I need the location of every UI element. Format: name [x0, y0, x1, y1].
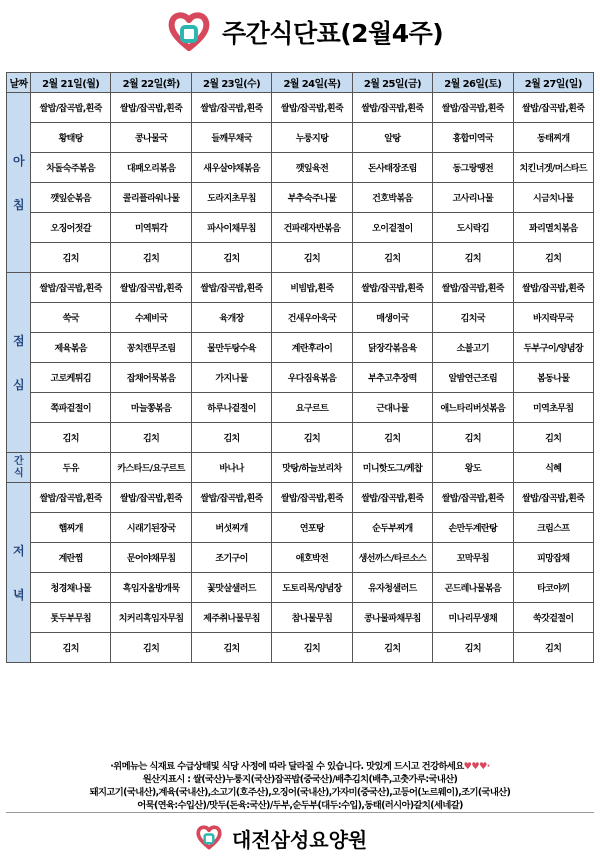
lunch-menu-item: 건새우아욱국: [272, 303, 352, 333]
dinner-menu-item: 청경채나물: [31, 573, 111, 603]
lunch-menu-item: 미역초무침: [513, 393, 593, 423]
snack-label-char: 식: [13, 467, 24, 479]
dinner-menu-item: 쌀밥/잡곡밥,흰죽: [191, 483, 271, 513]
origin-line-3: 어묵(연육:수입산)/맛두(돈육:국산)/두부,순두부(대두:수입),동태(러시아)갈치(세네갈): [137, 800, 463, 811]
day-header-6: 2월 27일(일): [513, 73, 593, 93]
lunch-menu-item: 닭장각볶음육: [352, 333, 432, 363]
dinner-menu-item: 시래기된장국: [111, 513, 191, 543]
dinner-menu-item: 쌀밥/잡곡밥,흰죽: [352, 483, 432, 513]
breakfast-row: [7, 213, 594, 243]
breakfast-menu-item: 동그랑땡전: [433, 153, 513, 183]
dinner-menu-item: 타코야끼: [513, 573, 593, 603]
breakfast-menu-item: 동태찌개: [513, 123, 593, 153]
dinner-label-char: 저: [13, 543, 24, 558]
breakfast-menu-item: 김치: [191, 243, 271, 273]
dinner-row: [7, 483, 594, 513]
dinner-label-char: 녁: [13, 587, 24, 602]
footer-divider: [6, 812, 594, 813]
lunch-menu-item: 요구르트: [272, 393, 352, 423]
breakfast-menu-item: 대패오리볶음: [111, 153, 191, 183]
breakfast-menu-item: 미역튀각: [111, 213, 191, 243]
lunch-menu-item: 비빔밥,흰죽: [272, 273, 352, 303]
breakfast-menu-item: 김치: [272, 243, 352, 273]
lunch-label-char: 점: [13, 333, 24, 348]
lunch-menu-item: 매생이국: [352, 303, 432, 333]
lunch-menu-item: 육개장: [191, 303, 271, 333]
lunch-menu-item: 소불고기: [433, 333, 513, 363]
lunch-label-char: 심: [13, 377, 24, 392]
dinner-menu-item: 치커리흑임자무침: [111, 603, 191, 633]
dinner-row: [7, 543, 594, 573]
day-header-4: 2월 25일(금): [352, 73, 432, 93]
footer-logo-icon: [196, 824, 222, 850]
dinner-menu-item: 유자청샐러드: [352, 573, 432, 603]
page-title: 주간식단표(2월4주): [222, 19, 444, 48]
snack-menu-item: 왕도: [433, 453, 513, 483]
dinner-menu-item: 도토리묵/양념장: [272, 573, 352, 603]
footer-title: 대전삼성요양원: [232, 828, 368, 852]
lunch-menu-item: 김치: [191, 423, 271, 453]
dinner-menu-item: 연포탕: [272, 513, 352, 543]
lunch-menu-item: 쪽파겉절이: [31, 393, 111, 423]
snack-label-char: 간: [13, 455, 24, 467]
day-header-5: 2월 26일(토): [433, 73, 513, 93]
breakfast-label-char: 침: [13, 197, 24, 212]
dinner-menu-item: 문어야채무침: [111, 543, 191, 573]
dinner-menu-item: 김치: [352, 633, 432, 663]
breakfast-menu-item: 콜리플라워나물: [111, 183, 191, 213]
dinner-menu-item: 꽃맛살샐러드: [191, 573, 271, 603]
date-corner-label: 날짜: [7, 73, 31, 93]
breakfast-menu-item: 오이겉절이: [352, 213, 432, 243]
dinner-row: [7, 633, 594, 663]
breakfast-menu-item: 시금치나물: [513, 183, 593, 213]
breakfast-menu-item: 쌀밥/잡곡밥,흰죽: [111, 93, 191, 123]
breakfast-label-char: 아: [13, 153, 24, 168]
dinner-menu-item: 쌀밥/잡곡밥,흰죽: [111, 483, 191, 513]
dinner-row: [7, 603, 594, 633]
breakfast-menu-item: 파사이채무침: [191, 213, 271, 243]
dinner-menu-item: 손만두계란탕: [433, 513, 513, 543]
dinner-menu-item: 미나리무생채: [433, 603, 513, 633]
breakfast-row: [7, 243, 594, 273]
lunch-menu-item: 김치: [111, 423, 191, 453]
lunch-menu-item: 김치: [31, 423, 111, 453]
hospital-logo-icon: [168, 10, 210, 52]
breakfast-menu-item: 쌀밥/잡곡밥,흰죽: [352, 93, 432, 123]
breakfast-menu-item: 깻잎순볶음: [31, 183, 111, 213]
dinner-menu-item: 김치: [513, 633, 593, 663]
dinner-menu-item: 김치: [272, 633, 352, 663]
breakfast-menu-item: 쌀밥/잡곡밥,흰죽: [31, 93, 111, 123]
dinner-menu-item: 김치: [31, 633, 111, 663]
breakfast-menu-item: 김치: [513, 243, 593, 273]
lunch-menu-item: 쌀밥/잡곡밥,흰죽: [513, 273, 593, 303]
lunch-menu-item: 가지나물: [191, 363, 271, 393]
dinner-menu-item: 조기구이: [191, 543, 271, 573]
dinner-menu-item: 콩나물파채무침: [352, 603, 432, 633]
dinner-menu-item: 계란찜: [31, 543, 111, 573]
day-header-1: 2월 22일(화): [111, 73, 191, 93]
breakfast-row: [7, 123, 594, 153]
breakfast-menu-item: 누룽지탕: [272, 123, 352, 153]
breakfast-row: [7, 183, 594, 213]
notice-line: ·위메뉴는 식재료 수급상태및 식당 사정에 따라 달라질 수 있습니다. 맛있게 드시고 건강하세요♥♥♥·: [110, 761, 490, 772]
lunch-menu-item: 꽁치캔무조림: [111, 333, 191, 363]
dinner-menu-item: 김치: [191, 633, 271, 663]
dinner-menu-item: 쌀밥/잡곡밥,흰죽: [31, 483, 111, 513]
lunch-menu-item: 두부구이/양념장: [513, 333, 593, 363]
lunch-menu-item: 김치: [433, 423, 513, 453]
breakfast-menu-item: 황태탕: [31, 123, 111, 153]
breakfast-menu-item: 홍합미역국: [433, 123, 513, 153]
breakfast-menu-item: 도시락김: [433, 213, 513, 243]
breakfast-menu-item: 고사리나물: [433, 183, 513, 213]
weekly-menu-table: [6, 72, 594, 663]
lunch-row: [7, 363, 594, 393]
breakfast-menu-item: 쌀밥/잡곡밥,흰죽: [272, 93, 352, 123]
origin-line-2: 돼지고기(국내산),계육(국내산),소고기(호주산),오징어(국내산),가자미(중국산),고등어(노르웨이),조기(국내산): [89, 787, 511, 798]
dinner-menu-item: 크림스프: [513, 513, 593, 543]
breakfast-menu-item: 쌀밥/잡곡밥,흰죽: [513, 93, 593, 123]
breakfast-menu-item: 알탕: [352, 123, 432, 153]
snack-row: [7, 453, 594, 483]
breakfast-menu-item: 꽈리멸치볶음: [513, 213, 593, 243]
lunch-row: [7, 333, 594, 363]
breakfast-menu-item: 건호박볶음: [352, 183, 432, 213]
breakfast-menu-item: 김치: [31, 243, 111, 273]
lunch-row: [7, 393, 594, 423]
lunch-menu-item: 물만두탕수육: [191, 333, 271, 363]
breakfast-menu-item: 새우살야채볶음: [191, 153, 271, 183]
date-header-row: [7, 73, 594, 93]
dinner-menu-item: 참나물무침: [272, 603, 352, 633]
page-header: [0, 0, 600, 70]
dinner-menu-item: 버섯찌개: [191, 513, 271, 543]
footer-notes: [6, 760, 594, 812]
breakfast-label: [7, 93, 31, 273]
dinner-menu-item: 애호박전: [272, 543, 352, 573]
breakfast-menu-item: 부추숙주나물: [272, 183, 352, 213]
breakfast-menu-item: 차돌숙주볶음: [31, 153, 111, 183]
snack-menu-item: 카스타드/요구르트: [111, 453, 191, 483]
lunch-menu-item: 우다짐육볶음: [272, 363, 352, 393]
breakfast-row: [7, 93, 594, 123]
lunch-menu-item: 수제비국: [111, 303, 191, 333]
dinner-menu-item: 쌀밥/잡곡밥,흰죽: [513, 483, 593, 513]
day-header-3: 2월 24일(목): [272, 73, 352, 93]
snack-menu-item: 맛탕/하늘보리차: [272, 453, 352, 483]
lunch-menu-item: 김치국: [433, 303, 513, 333]
breakfast-row: [7, 153, 594, 183]
lunch-menu-item: 김치: [272, 423, 352, 453]
breakfast-menu-item: 치킨너겟/머스타드: [513, 153, 593, 183]
lunch-menu-item: 알밤연근조림: [433, 363, 513, 393]
lunch-menu-item: 애느타리버섯볶음: [433, 393, 513, 423]
lunch-row: [7, 423, 594, 453]
breakfast-menu-item: 콩나물국: [111, 123, 191, 153]
lunch-menu-item: 잡채어묵볶음: [111, 363, 191, 393]
day-header-2: 2월 23일(수): [191, 73, 271, 93]
snack-menu-item: 바나나: [191, 453, 271, 483]
lunch-menu-item: 봄동나물: [513, 363, 593, 393]
breakfast-menu-item: 쌀밥/잡곡밥,흰죽: [433, 93, 513, 123]
breakfast-menu-item: 김치: [111, 243, 191, 273]
lunch-menu-item: 쌀밥/잡곡밥,흰죽: [352, 273, 432, 303]
lunch-menu-item: 쌀밥/잡곡밥,흰죽: [111, 273, 191, 303]
breakfast-menu-item: 깻잎육전: [272, 153, 352, 183]
dinner-menu-item: 곤드레나물볶음: [433, 573, 513, 603]
dinner-menu-item: 제주취나물무침: [191, 603, 271, 633]
lunch-row: [7, 303, 594, 333]
lunch-menu-item: 계란후라이: [272, 333, 352, 363]
dinner-menu-item: 햄찌개: [31, 513, 111, 543]
breakfast-menu-item: 돈사태장조림: [352, 153, 432, 183]
dinner-menu-item: 톳두부무침: [31, 603, 111, 633]
lunch-menu-item: 근대나물: [352, 393, 432, 423]
dinner-menu-item: 흑임자올방개묵: [111, 573, 191, 603]
breakfast-menu-item: 김치: [433, 243, 513, 273]
lunch-menu-item: 김치: [352, 423, 432, 453]
dinner-label: [7, 483, 31, 663]
snack-menu-item: 미니핫도그/케찹: [352, 453, 432, 483]
breakfast-menu-item: 김치: [352, 243, 432, 273]
lunch-menu-item: 마늘쫑볶음: [111, 393, 191, 423]
lunch-menu-item: 쑥국: [31, 303, 111, 333]
dinner-row: [7, 573, 594, 603]
dinner-menu-item: 순두부찌개: [352, 513, 432, 543]
breakfast-menu-item: 도라지초무침: [191, 183, 271, 213]
lunch-menu-item: 부추고추장떡: [352, 363, 432, 393]
lunch-menu-item: 바지락무국: [513, 303, 593, 333]
origin-line-1: 원산지표시 : 쌀(국산)누룽지(국산)잡곡밥(중국산)/배추김치(배추,고춧가루:국내산): [142, 774, 458, 785]
dinner-menu-item: 피망잡채: [513, 543, 593, 573]
dinner-menu-item: 김치: [433, 633, 513, 663]
snack-menu-item: 식혜: [513, 453, 593, 483]
lunch-label: [7, 273, 31, 453]
dinner-menu-item: 김치: [111, 633, 191, 663]
lunch-menu-item: 쌀밥/잡곡밥,흰죽: [433, 273, 513, 303]
lunch-menu-item: 김치: [513, 423, 593, 453]
lunch-menu-item: 쌀밥/잡곡밥,흰죽: [31, 273, 111, 303]
snack-menu-item: 두유: [31, 453, 111, 483]
lunch-menu-item: 쌀밥/잡곡밥,흰죽: [191, 273, 271, 303]
dinner-menu-item: 꼬막무침: [433, 543, 513, 573]
day-header-0: 2월 21일(월): [31, 73, 111, 93]
lunch-row: [7, 273, 594, 303]
dinner-menu-item: 생선까스/타르소스: [352, 543, 432, 573]
breakfast-menu-item: 쌀밥/잡곡밥,흰죽: [191, 93, 271, 123]
dinner-menu-item: 쑥갓겉절이: [513, 603, 593, 633]
hearts-text: ♥♥♥·: [463, 761, 490, 772]
dinner-row: [7, 513, 594, 543]
breakfast-menu-item: 오징어젓갈: [31, 213, 111, 243]
dinner-menu-item: 쌀밥/잡곡밥,흰죽: [272, 483, 352, 513]
lunch-menu-item: 제육볶음: [31, 333, 111, 363]
lunch-menu-item: 고로케튀김: [31, 363, 111, 393]
dinner-menu-item: 쌀밥/잡곡밥,흰죽: [433, 483, 513, 513]
breakfast-menu-item: 건파래자반볶음: [272, 213, 352, 243]
snack-label: [7, 453, 31, 483]
lunch-menu-item: 하루나겉절이: [191, 393, 271, 423]
breakfast-menu-item: 들깨무채국: [191, 123, 271, 153]
